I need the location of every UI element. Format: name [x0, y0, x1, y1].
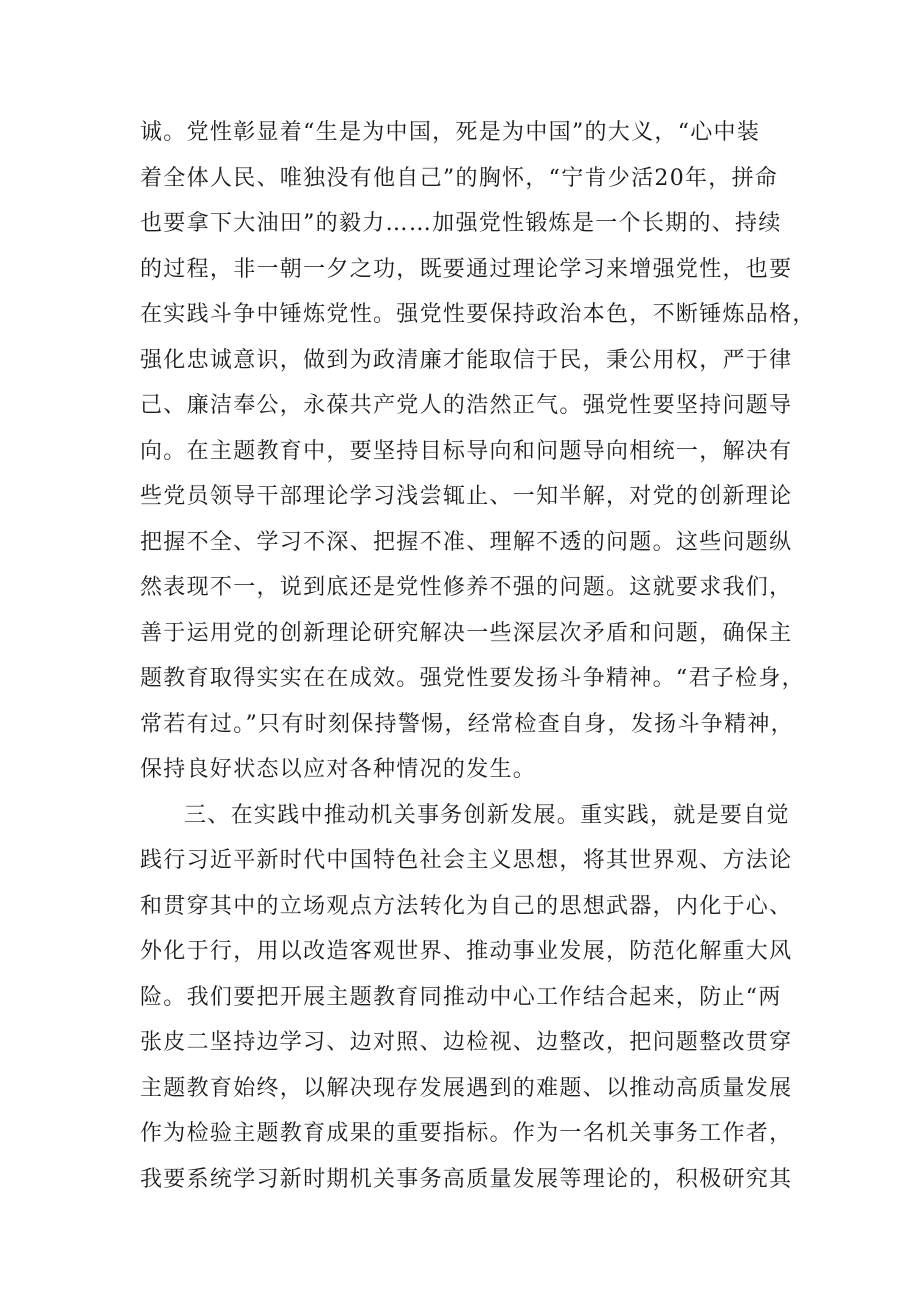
text-line: 张皮二坚持边学习、边对照、边检视、边整改，把问题整改贯穿 — [140, 1030, 793, 1055]
document-body — [140, 110, 816, 1202]
text-line: 主题教育始终，以解决现存发展遇到的难题、以推动高质量发展 — [140, 1075, 793, 1101]
text-line: 把握不全、学习不深、把握不准、理解不透的问题。这些问题纵 — [140, 529, 793, 555]
text-line: 然表现不一，说到底还是党性修养不强的问题。这就要求我们， — [140, 575, 793, 600]
text-line: 善于运用党的创新理论研究解决一些深层次矛盾和问题，确保主 — [140, 620, 793, 646]
text-line: 向。在主题教育中，要坚持目标导向和问题导向相统一，解决有 — [140, 438, 793, 464]
text-line: 在实践斗争中锤炼党性。强党性要保持政治本色，不断锤炼品格， — [140, 302, 816, 327]
paragraph-2 — [140, 793, 800, 1203]
text-line: 题教育取得实实在在成效。强党性要发扬斗争精神。“君子检身， — [140, 666, 805, 691]
text-line: 强化忠诚意识，做到为政清廉才能取信于民，秉公用权，严于律 — [140, 347, 793, 373]
text-line: 常若有过。”只有时刻保持警惕，经常检查自身，发扬斗争精神， — [140, 711, 794, 737]
text-line: 我要系统学习新时期机关事务高质量发展等理论的，积极研究其 — [140, 1166, 793, 1192]
text-line-indented: 三、在实践中推动机关事务创新发展。重实践，就是要自觉 — [184, 802, 790, 828]
text-line: 践行习近平新时代中国特色社会主义思想，将其世界观、方法论 — [140, 848, 793, 873]
text-line: 也要拿下大油田”的毅力……加强党性锻炼是一个长期的、持续 — [140, 211, 782, 236]
text-line: 己、廉洁奉公，永葆共产党人的浩然正气。强党性要坚持问题导 — [140, 393, 793, 418]
text-line: 保持良好状态以应对各种情况的发生。 — [140, 757, 537, 782]
text-line: 些党员领导干部理论学习浅尝辄止、一知半解，对党的创新理论 — [140, 484, 793, 509]
text-line: 外化于行，用以改造客观世界、推动事业发展，防范化解重大风 — [140, 939, 793, 964]
paragraph-1 — [140, 110, 816, 793]
text-line: 作为检验主题教育成果的重要指标。作为一名机关事务工作者， — [140, 1121, 793, 1146]
text-line: 和贯穿其中的立场观点方法转化为自己的思想武器，内化于心、 — [140, 893, 793, 919]
text-line: 的过程，非一朝一夕之功，既要通过理论学习来增强党性，也要 — [140, 256, 793, 282]
text-line: 险。我们要把开展主题教育同推动中心工作结合起来，防止“两 — [140, 984, 782, 1010]
text-line: 着全体人民、唯独没有他自己”的胸怀，“宁肯少活20年，拼命 — [140, 165, 779, 191]
text-line: 诚。党性彰显着“生是为中国，死是为中国”的大义，“心中装 — [140, 120, 761, 145]
